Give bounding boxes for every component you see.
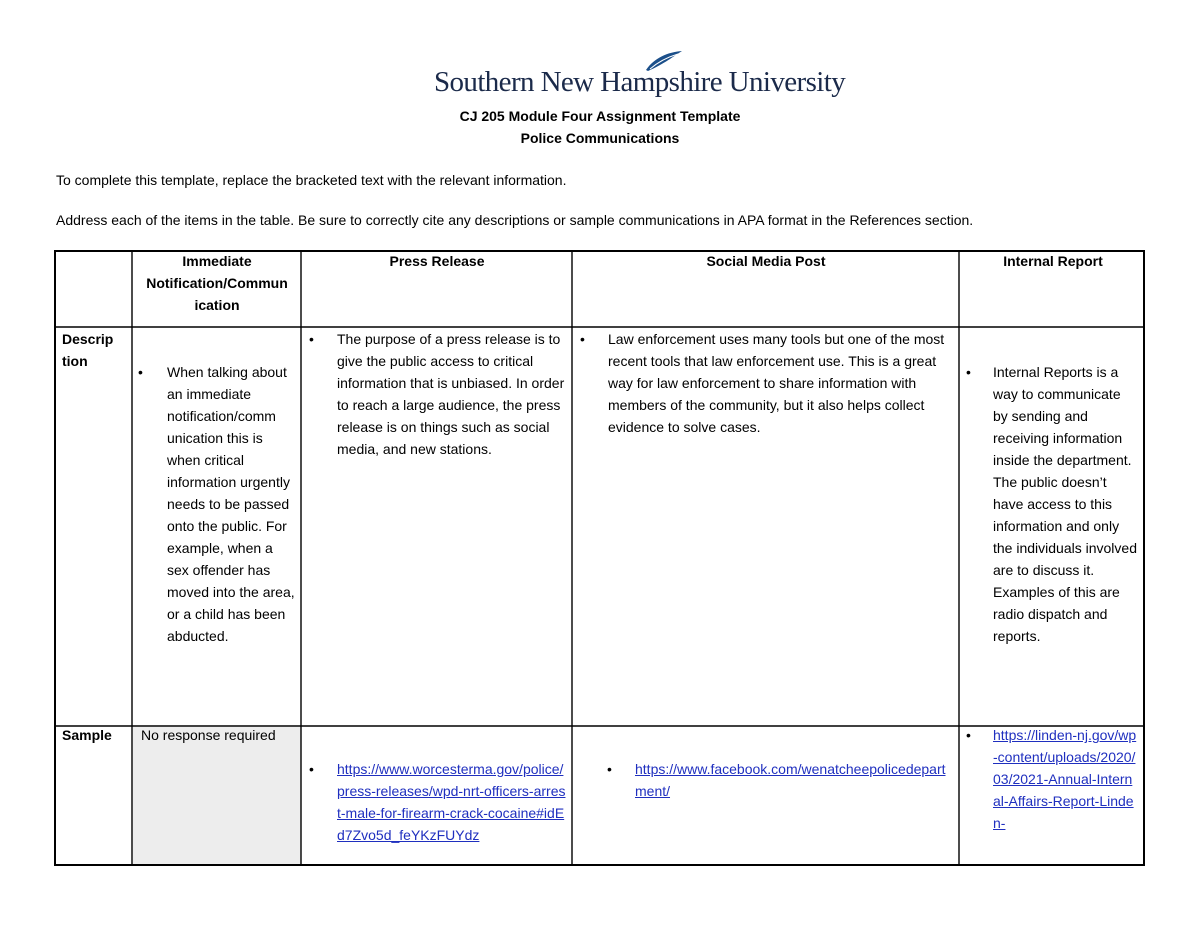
column-header-internal-report: Internal Report [1003, 253, 1103, 269]
bullet-icon: • [138, 364, 143, 380]
sample-immediate-notification: No response required [141, 727, 276, 743]
snhu-logo [434, 52, 846, 104]
sample-press-release [337, 758, 567, 866]
communications-table [54, 250, 1145, 866]
row-label-sample: Sample [62, 727, 112, 743]
social-media-link[interactable]: https://www.facebook.com/wenatcheepolicedepartment/ [635, 761, 946, 799]
column-header-social-media-post: Social Media Post [706, 253, 826, 269]
column-header-press-release: Press Release [389, 253, 485, 269]
internal-report-link[interactable]: https://linden-nj.gov/wp-content/uploads/2020/03/2021-Annual-Internal-Affairs-Report-Linden- [993, 727, 1137, 831]
description-social-media-post: Law enforcement uses many tools but one of the most recent tools that law enforcement use. This is a great way for law enforcement to share information with members of the community, but it also helps collect evidence to solve cases. [608, 331, 945, 435]
description-immediate-notification: When talking about an immediate notification/comm unication this is when critical information urgently needs to be passed onto the public. For example, when a sex offender has moved into the area, or a child has been abducted. [167, 364, 295, 644]
row-label-description: Descrip tion [62, 331, 114, 369]
press-release-link[interactable]: https://www.worcesterma.gov/police/press-releases/wpd-nrt-officers-arrest-male-for-firearm-crack-cocaine#idEd7Zvo5d_feYKzFUYdz [337, 761, 566, 843]
document-title: CJ 205 Module Four Assignment Template [459, 108, 741, 124]
bullet-icon: • [309, 761, 314, 777]
bullet-icon: • [966, 727, 971, 743]
bullet-icon: • [580, 331, 585, 347]
bullet-icon: • [966, 364, 971, 380]
document-subtitle: Police Communications [520, 130, 680, 146]
description-internal-report: Internal Reports is a way to communicate by sending and receiving information inside the department. The public doesn’t have access to this information and only the individuals involved are to discuss it. Examples of this are radio dispatch and reports. [993, 364, 1137, 644]
instruction-line-2: Address each of the items in the table. Be sure to correctly cite any descriptions or sample communications in APA format in the References section. [56, 212, 974, 228]
logo-text: Southern New Hampshire University [434, 66, 846, 98]
description-press-release: The purpose of a press release is to give the public access to critical information that is unbiased. In order to reach a large audience, the press release is on things such as social media, and new stations. [337, 331, 565, 457]
sample-social-media-post [635, 758, 947, 802]
bullet-icon: • [607, 761, 612, 777]
bullet-icon: • [309, 331, 314, 347]
instruction-line-1: To complete this template, replace the bracketed text with the relevant information. [56, 172, 567, 188]
sample-internal-report [993, 724, 1139, 866]
column-header-immediate-notification: Immediate Notification/Commun ication [146, 253, 288, 313]
